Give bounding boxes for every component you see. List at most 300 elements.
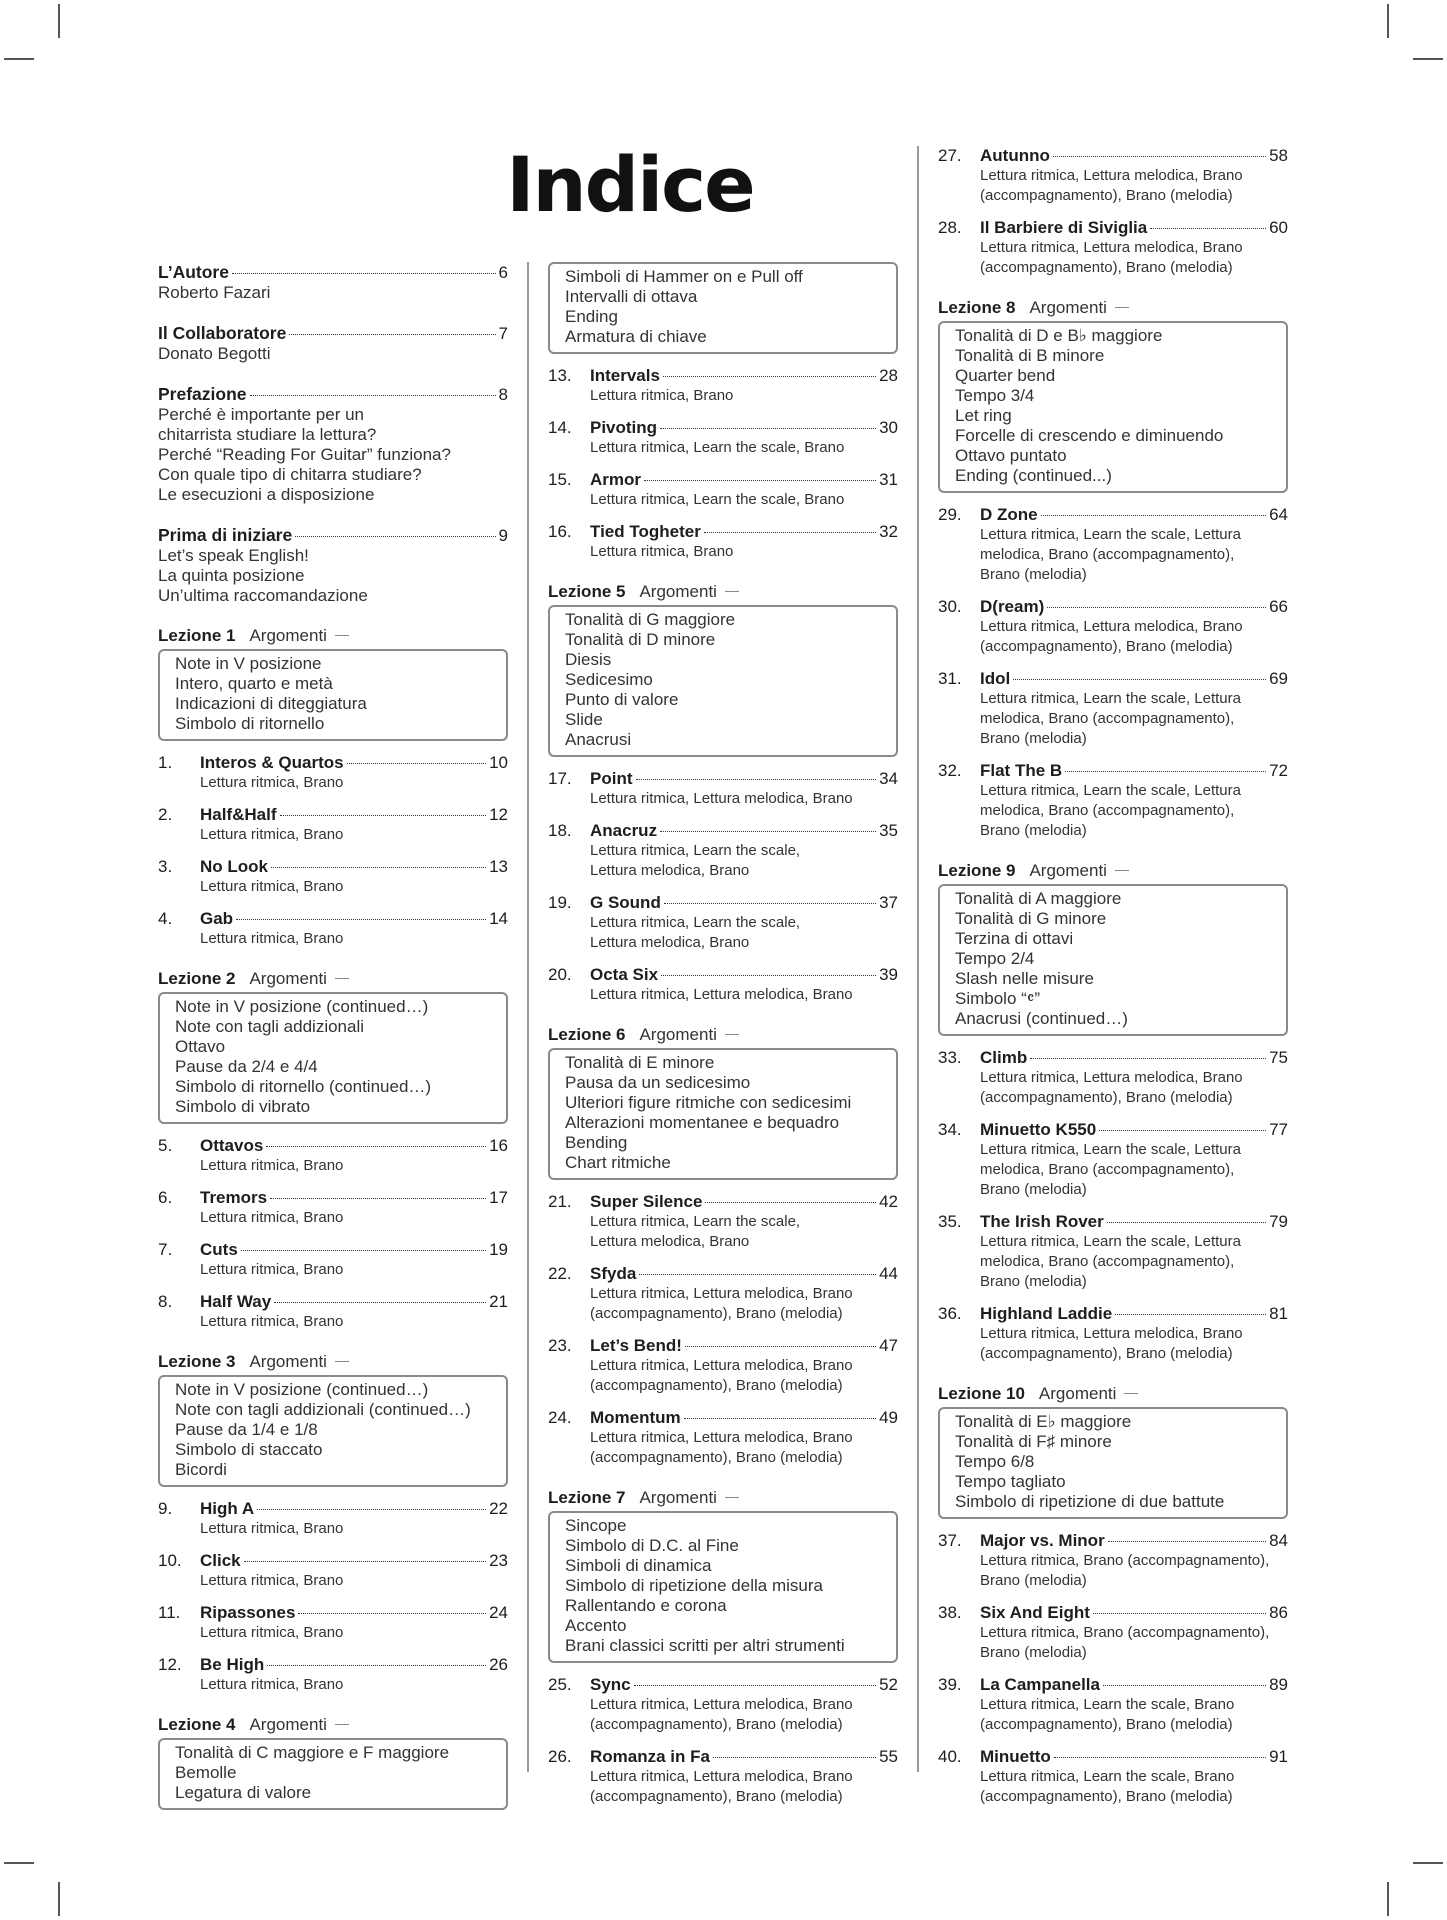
lesson-description: Lettura ritmica, Brano: [200, 1209, 344, 1226]
toc-lesson-entry[interactable]: [158, 909, 508, 949]
lezione-label: Lezione 8: [938, 298, 1016, 317]
lesson-number: 35.: [938, 1212, 962, 1231]
topic-item: Tonalità di G maggiore: [565, 610, 736, 629]
heading-rule: [1124, 1393, 1138, 1394]
lesson-head: [548, 893, 898, 913]
toc-lesson-entry[interactable]: [548, 470, 898, 510]
lesson-number: 40.: [938, 1747, 962, 1766]
topic-item: Note con tagli addizionali: [175, 1017, 365, 1036]
lesson-title: Ripassones: [200, 1603, 296, 1622]
entry-subline: Let’s speak English!: [158, 546, 309, 565]
lesson-description: Lettura ritmica, Brano: [200, 1676, 344, 1693]
lezione-heading: [158, 1715, 508, 1735]
toc-lesson-entry[interactable]: [158, 1603, 508, 1643]
lesson-number: 20.: [548, 965, 572, 984]
dot-leader: [232, 273, 496, 274]
lesson-number: 12.: [158, 1655, 182, 1674]
lesson-description: (accompagnamento), Brano (melodia): [980, 187, 1233, 204]
lesson-number: 1.: [158, 753, 173, 772]
argomenti-label: Argomenti: [1029, 861, 1107, 880]
toc-lesson-entry[interactable]: [938, 1747, 1288, 1807]
topics-box: [158, 649, 508, 741]
toc-lesson-entry[interactable]: [548, 769, 898, 809]
lesson-number: 23.: [548, 1336, 572, 1355]
toc-lesson-entry[interactable]: [158, 1188, 508, 1228]
lesson-number: 25.: [548, 1675, 572, 1694]
lesson-description: (accompagnamento), Brano (melodia): [980, 1716, 1233, 1733]
toc-lesson-entry[interactable]: [158, 1655, 508, 1695]
topics-box: [938, 321, 1288, 493]
dot-leader: [236, 919, 486, 920]
toc-lesson-entry[interactable]: [938, 1304, 1288, 1364]
lesson-number: 36.: [938, 1304, 962, 1323]
lesson-title: Pivoting: [590, 418, 658, 437]
toc-lesson-entry[interactable]: [938, 1048, 1288, 1108]
lesson-head: [548, 821, 898, 841]
lesson-title: Intervals: [590, 366, 660, 385]
lesson-title: High A: [200, 1499, 255, 1518]
crop-mark: [1413, 1862, 1443, 1864]
toc-lesson-entry[interactable]: [548, 522, 898, 562]
lezione-heading: [548, 1025, 898, 1045]
topics-box: [938, 1407, 1288, 1519]
lesson-head: [548, 1408, 898, 1428]
lesson-title: Il Barbiere di Siviglia: [980, 218, 1148, 237]
lesson-description: Lettura ritmica, Brano: [590, 543, 734, 560]
lesson-title: No Look: [200, 857, 268, 876]
lesson-group: [938, 146, 1288, 278]
topic-item: Rallentando e corona: [565, 1596, 727, 1615]
lesson-description: Brano (melodia): [980, 566, 1087, 583]
lesson-description: Brano (melodia): [980, 1644, 1087, 1661]
dot-leader: [704, 532, 876, 533]
page-number: 32: [879, 522, 898, 541]
lezione-label: Lezione 9: [938, 861, 1016, 880]
topic-item: Pause da 1/4 e 1/8: [175, 1420, 318, 1439]
lesson-title: Autunno: [980, 146, 1050, 165]
lesson-head: [938, 146, 1288, 166]
lesson-group: [548, 366, 898, 562]
toc-lesson-entry[interactable]: [548, 1408, 898, 1468]
heading-rule: [725, 591, 739, 592]
lesson-description: Lettura ritmica, Learn the scale, Lettura: [980, 782, 1241, 799]
lesson-number: 26.: [548, 1747, 572, 1766]
page-number: 9: [498, 526, 508, 545]
toc-lesson-entry[interactable]: [938, 1675, 1288, 1735]
dot-leader: [664, 903, 876, 904]
lesson-description: Lettura ritmica, Lettura melodica, Brano: [590, 1285, 853, 1302]
lesson-head: [938, 597, 1288, 617]
lesson-description: Lettura ritmica, Learn the scale, Brano: [980, 1768, 1235, 1785]
topic-item: Simboli di dinamica: [565, 1556, 712, 1575]
lesson-number: 30.: [938, 597, 962, 616]
entry-subline: Le esecuzioni a disposizione: [158, 485, 375, 504]
argomenti-label: Argomenti: [639, 1488, 717, 1507]
lesson-block: [938, 1384, 1288, 1807]
topic-item: Bending: [565, 1133, 628, 1152]
dot-leader: [639, 1274, 876, 1275]
toc-lesson-entry[interactable]: [158, 1136, 508, 1176]
lesson-description: Lettura ritmica, Lettura melodica, Brano: [590, 1357, 853, 1374]
topic-item: Diesis: [565, 650, 612, 669]
lesson-head: [158, 1240, 508, 1260]
dot-leader: [270, 1198, 486, 1199]
lesson-head: [548, 366, 898, 386]
entry-subline: Donato Begotti: [158, 344, 271, 363]
dot-leader: [271, 867, 486, 868]
lezione-label: Lezione 1: [158, 626, 236, 645]
lesson-number: 37.: [938, 1531, 962, 1550]
toc-lesson-entry[interactable]: [938, 1603, 1288, 1663]
heading-rule: [335, 1361, 349, 1362]
lesson-head: [938, 1120, 1288, 1140]
topics-box: [548, 1048, 898, 1180]
lesson-title: The Irish Rover: [980, 1212, 1104, 1231]
toc-lesson-entry[interactable]: [938, 669, 1288, 749]
dot-leader: [1065, 771, 1266, 772]
lesson-description: Brano (melodia): [980, 1572, 1087, 1589]
dot-leader: [1047, 607, 1266, 608]
crop-mark: [1387, 4, 1389, 38]
lesson-number: 18.: [548, 821, 572, 840]
toc-lesson-entry[interactable]: [548, 1675, 898, 1735]
lezione-label: Lezione 5: [548, 582, 626, 601]
toc-lesson-entry[interactable]: [938, 597, 1288, 657]
lesson-description: Lettura ritmica, Lettura melodica, Brano: [980, 167, 1243, 184]
page-number: 6: [498, 263, 508, 282]
lesson-description: Lettura ritmica, Learn the scale,: [590, 1213, 801, 1230]
lesson-description: (accompagnamento), Brano (melodia): [980, 1089, 1233, 1106]
topic-item: Tempo 3/4: [955, 386, 1035, 405]
column-divider: [917, 146, 919, 1772]
lesson-number: 4.: [158, 909, 173, 928]
dot-leader: [241, 1250, 486, 1251]
toc-lesson-entry[interactable]: [938, 505, 1288, 585]
dot-leader: [663, 376, 876, 377]
lesson-number: 21.: [548, 1192, 572, 1211]
page-number: 7: [498, 324, 508, 343]
lesson-head: [158, 1136, 508, 1156]
front-matter-entry[interactable]: [158, 323, 508, 364]
toc-lesson-entry[interactable]: [158, 805, 508, 845]
entry-head: [158, 384, 508, 405]
topic-item: Simbolo di staccato: [175, 1440, 323, 1459]
topic-item: Tonalità di D e B♭ maggiore: [955, 326, 1163, 345]
toc-lesson-entry[interactable]: [938, 1120, 1288, 1200]
dot-leader: [347, 763, 486, 764]
toc-lesson-entry[interactable]: [158, 1551, 508, 1591]
lesson-title: Flat The B: [980, 761, 1063, 780]
dot-leader: [1108, 1541, 1266, 1542]
entry-subline: Un’ultima raccomandazione: [158, 586, 368, 605]
dot-leader: [280, 815, 487, 816]
lesson-description: Brano (melodia): [980, 1273, 1087, 1290]
dot-leader: [1041, 515, 1266, 516]
dot-leader: [289, 334, 495, 335]
lesson-head: [158, 805, 508, 825]
lesson-description: Brano (melodia): [980, 822, 1087, 839]
page-number: 42: [879, 1192, 898, 1211]
dot-leader: [295, 536, 495, 537]
lesson-title: Ottavos: [200, 1136, 264, 1155]
lesson-head: [548, 1192, 898, 1212]
topic-item: Tonalità di G minore: [955, 909, 1107, 928]
dot-leader: [274, 1302, 486, 1303]
topic-item: Tonalità di F♯ minore: [955, 1432, 1112, 1451]
lesson-number: 5.: [158, 1136, 173, 1155]
lezione-heading: [158, 626, 508, 646]
crop-mark: [1387, 1882, 1389, 1916]
page-number: 39: [879, 965, 898, 984]
lesson-head: [548, 522, 898, 542]
lesson-description: melodica, Brano (accompagnamento),: [980, 1253, 1235, 1270]
lesson-title: Climb: [980, 1048, 1028, 1067]
lesson-number: 15.: [548, 470, 572, 489]
lesson-title: Anacruz: [590, 821, 658, 840]
lesson-description: melodica, Brano (accompagnamento),: [980, 546, 1235, 563]
toc-lesson-entry[interactable]: [938, 761, 1288, 841]
page-number: 89: [1269, 1675, 1288, 1694]
lesson-title: Tremors: [200, 1188, 268, 1207]
lesson-block: [938, 298, 1288, 841]
lesson-title: Six And Eight: [980, 1603, 1090, 1622]
lesson-head: [938, 1675, 1288, 1695]
lesson-description: Lettura ritmica, Brano: [200, 1313, 344, 1330]
front-matter-entry[interactable]: [158, 262, 508, 303]
front-matter-entry[interactable]: [158, 525, 508, 606]
toc-lesson-entry[interactable]: [548, 366, 898, 406]
lesson-description: (accompagnamento), Brano (melodia): [590, 1788, 843, 1805]
lezione-label: Lezione 10: [938, 1384, 1025, 1403]
toc-lesson-entry[interactable]: [548, 821, 898, 881]
topic-item: Simbolo di D.C. al Fine: [565, 1536, 739, 1555]
toc-lesson-entry[interactable]: [548, 1264, 898, 1324]
dot-leader: [660, 831, 876, 832]
lesson-description: Lettura ritmica, Learn the scale, Lettura: [980, 690, 1241, 707]
toc-lesson-entry[interactable]: [938, 1212, 1288, 1292]
toc-column-3: [938, 146, 1288, 1807]
entry-head: [158, 525, 508, 546]
topic-item: Anacrusi (continued…): [955, 1009, 1128, 1028]
topic-item: Slide: [565, 710, 603, 729]
argomenti-label: Argomenti: [1029, 298, 1107, 317]
page-number: 58: [1269, 146, 1288, 165]
lesson-description: (accompagnamento), Brano (melodia): [980, 638, 1233, 655]
page-number: 26: [489, 1655, 508, 1674]
entry-subline: Con quale tipo di chitarra studiare?: [158, 465, 422, 484]
lesson-block: [158, 969, 508, 1332]
entry-subline: Perché è importante per un: [158, 405, 365, 424]
page-number: 72: [1269, 761, 1288, 780]
lesson-description: Brano (melodia): [980, 1181, 1087, 1198]
dot-leader: [298, 1613, 486, 1614]
topic-item: Simbolo di ripetizione di due battute: [955, 1492, 1225, 1511]
topic-item: Note in V posizione: [175, 654, 322, 673]
topic-item: Intervalli di ottava: [565, 287, 698, 306]
page-number: 44: [879, 1264, 898, 1283]
topic-item: Accento: [565, 1616, 627, 1635]
dot-leader: [250, 395, 496, 396]
dot-leader: [1053, 156, 1266, 157]
topic-item: Ottavo puntato: [955, 446, 1067, 465]
topic-item: Tonalità di E minore: [565, 1053, 715, 1072]
lesson-head: [548, 418, 898, 438]
toc-lesson-entry[interactable]: [938, 146, 1288, 206]
dot-leader: [1150, 228, 1266, 229]
topic-item: Tempo tagliato: [955, 1472, 1066, 1491]
page-number: 52: [879, 1675, 898, 1694]
lesson-head: [938, 505, 1288, 525]
lesson-description: Lettura ritmica, Learn the scale, Lettura: [980, 1233, 1241, 1250]
page-number: 13: [489, 857, 508, 876]
toc-lesson-entry[interactable]: [938, 218, 1288, 278]
lezione-label: Lezione 2: [158, 969, 236, 988]
topic-item: Pausa da un sedicesimo: [565, 1073, 751, 1092]
page-number: 84: [1269, 1531, 1288, 1550]
entry-subline: Perché “Reading For Guitar” funziona?: [158, 445, 451, 464]
heading-rule: [725, 1497, 739, 1498]
front-matter-entry[interactable]: [158, 384, 508, 505]
lesson-head: [938, 1212, 1288, 1232]
topic-item: Note in V posizione (continued…): [175, 997, 429, 1016]
topic-item: Anacrusi: [565, 730, 632, 749]
topic-item: Ottavo: [175, 1037, 226, 1056]
lesson-block: [938, 861, 1288, 1364]
page-number: 16: [489, 1136, 508, 1155]
lesson-number: 29.: [938, 505, 962, 524]
lesson-number: 24.: [548, 1408, 572, 1427]
toc-lesson-entry[interactable]: [548, 1747, 898, 1807]
lesson-head: [158, 753, 508, 773]
lesson-description: Lettura ritmica, Brano: [590, 387, 734, 404]
lesson-title: Interos & Quartos: [200, 753, 344, 772]
lesson-number: 6.: [158, 1188, 173, 1207]
entry-title: Prefazione: [158, 384, 247, 404]
column-divider: [527, 262, 529, 1772]
lesson-title: Minuetto: [980, 1747, 1051, 1766]
lesson-number: 10.: [158, 1551, 182, 1570]
topic-item: Punto di valore: [565, 690, 679, 709]
dot-leader: [1115, 1314, 1266, 1315]
toc-lesson-entry[interactable]: [158, 753, 508, 793]
lesson-title: Be High: [200, 1655, 265, 1674]
lesson-block: [158, 1352, 508, 1695]
entry-title: Prima di iniziare: [158, 525, 293, 545]
topic-item: Pause da 2/4 e 4/4: [175, 1057, 318, 1076]
lezione-heading: [548, 582, 898, 602]
toc-lesson-entry[interactable]: [158, 1499, 508, 1539]
toc-lesson-entry[interactable]: [938, 1531, 1288, 1591]
lesson-number: 2.: [158, 805, 173, 824]
dot-leader: [684, 1418, 876, 1419]
lesson-head: [938, 761, 1288, 781]
dot-leader: [705, 1202, 876, 1203]
lesson-number: 28.: [938, 218, 962, 237]
lesson-head: [938, 1747, 1288, 1767]
lesson-description: Lettura ritmica, Brano: [200, 1624, 344, 1641]
toc-lesson-entry[interactable]: [548, 965, 898, 1005]
lesson-number: 19.: [548, 893, 572, 912]
dot-leader: [1013, 679, 1266, 680]
lesson-number: 39.: [938, 1675, 962, 1694]
toc-lesson-entry[interactable]: [158, 1292, 508, 1332]
topic-item: Ulteriori figure ritmiche con sedicesimi: [565, 1093, 852, 1112]
lesson-head: [548, 965, 898, 985]
page-number: 86: [1269, 1603, 1288, 1622]
dot-leader: [267, 1665, 486, 1666]
page-number: 31: [879, 470, 898, 489]
lesson-description: Lettura ritmica, Learn the scale, Brano: [590, 439, 845, 456]
lesson-description: (accompagnamento), Brano (melodia): [590, 1449, 843, 1466]
toc-lesson-entry[interactable]: [548, 1336, 898, 1396]
lesson-number: 8.: [158, 1292, 173, 1311]
lesson-head: [158, 1551, 508, 1571]
lesson-head: [158, 857, 508, 877]
lesson-title: Momentum: [590, 1408, 681, 1427]
lesson-block: [548, 582, 898, 1005]
topic-item: Ending: [565, 307, 618, 326]
lesson-description: Lettura ritmica, Lettura melodica, Brano: [590, 1696, 853, 1713]
page-title: Indice: [506, 140, 754, 229]
dot-leader: [1107, 1222, 1266, 1223]
toc-lesson-entry[interactable]: [548, 418, 898, 458]
heading-rule: [1115, 307, 1129, 308]
lesson-description: Lettura ritmica, Learn the scale, Lettura: [980, 526, 1241, 543]
lesson-title: Cuts: [200, 1240, 238, 1259]
toc-lesson-entry[interactable]: [158, 857, 508, 897]
entry-subline: Roberto Fazari: [158, 283, 271, 302]
lesson-title: Half Way: [200, 1292, 272, 1311]
toc-lesson-entry[interactable]: [548, 893, 898, 953]
lesson-number: 38.: [938, 1603, 962, 1622]
dot-leader: [1030, 1058, 1266, 1059]
lesson-description: Lettura ritmica, Lettura melodica, Brano: [590, 790, 853, 807]
topic-item: Alterazioni momentanee e bequadro: [565, 1113, 840, 1132]
topic-item: Intero, quarto e metà: [175, 674, 333, 693]
dot-leader: [713, 1757, 876, 1758]
topic-item: Chart ritmiche: [565, 1153, 671, 1172]
page-number: 28: [879, 366, 898, 385]
topic-item: Simbolo di vibrato: [175, 1097, 311, 1116]
lesson-number: 9.: [158, 1499, 173, 1518]
lesson-description: Lettura melodica, Brano: [590, 934, 750, 951]
lesson-description: Lettura ritmica, Brano: [200, 774, 344, 791]
dot-leader: [644, 480, 876, 481]
crop-mark: [4, 1862, 34, 1864]
lesson-description: Lettura ritmica, Brano (accompagnamento),: [980, 1552, 1270, 1569]
topic-item: Brani classici scritti per altri strumenti: [565, 1636, 845, 1655]
lesson-title: Octa Six: [590, 965, 659, 984]
argomenti-label: Argomenti: [249, 626, 327, 645]
heading-rule: [335, 635, 349, 636]
toc-lesson-entry[interactable]: [158, 1240, 508, 1280]
lezione-heading: [158, 1352, 508, 1372]
topic-item: Simbolo “𝄴”: [955, 989, 1041, 1008]
lesson-block: [548, 1488, 898, 1807]
page-number: 24: [489, 1603, 508, 1622]
page-number: 91: [1269, 1747, 1288, 1766]
lesson-title: Major vs. Minor: [980, 1531, 1105, 1550]
lesson-title: D Zone: [980, 505, 1038, 524]
lesson-title: Idol: [980, 669, 1011, 688]
lesson-title: Highland Laddie: [980, 1304, 1113, 1323]
page-number: 23: [489, 1551, 508, 1570]
lesson-head: [938, 218, 1288, 238]
toc-lesson-entry[interactable]: [548, 1192, 898, 1252]
dot-leader: [244, 1561, 486, 1562]
lesson-description: Brano (melodia): [980, 730, 1087, 747]
page-number: 35: [879, 821, 898, 840]
